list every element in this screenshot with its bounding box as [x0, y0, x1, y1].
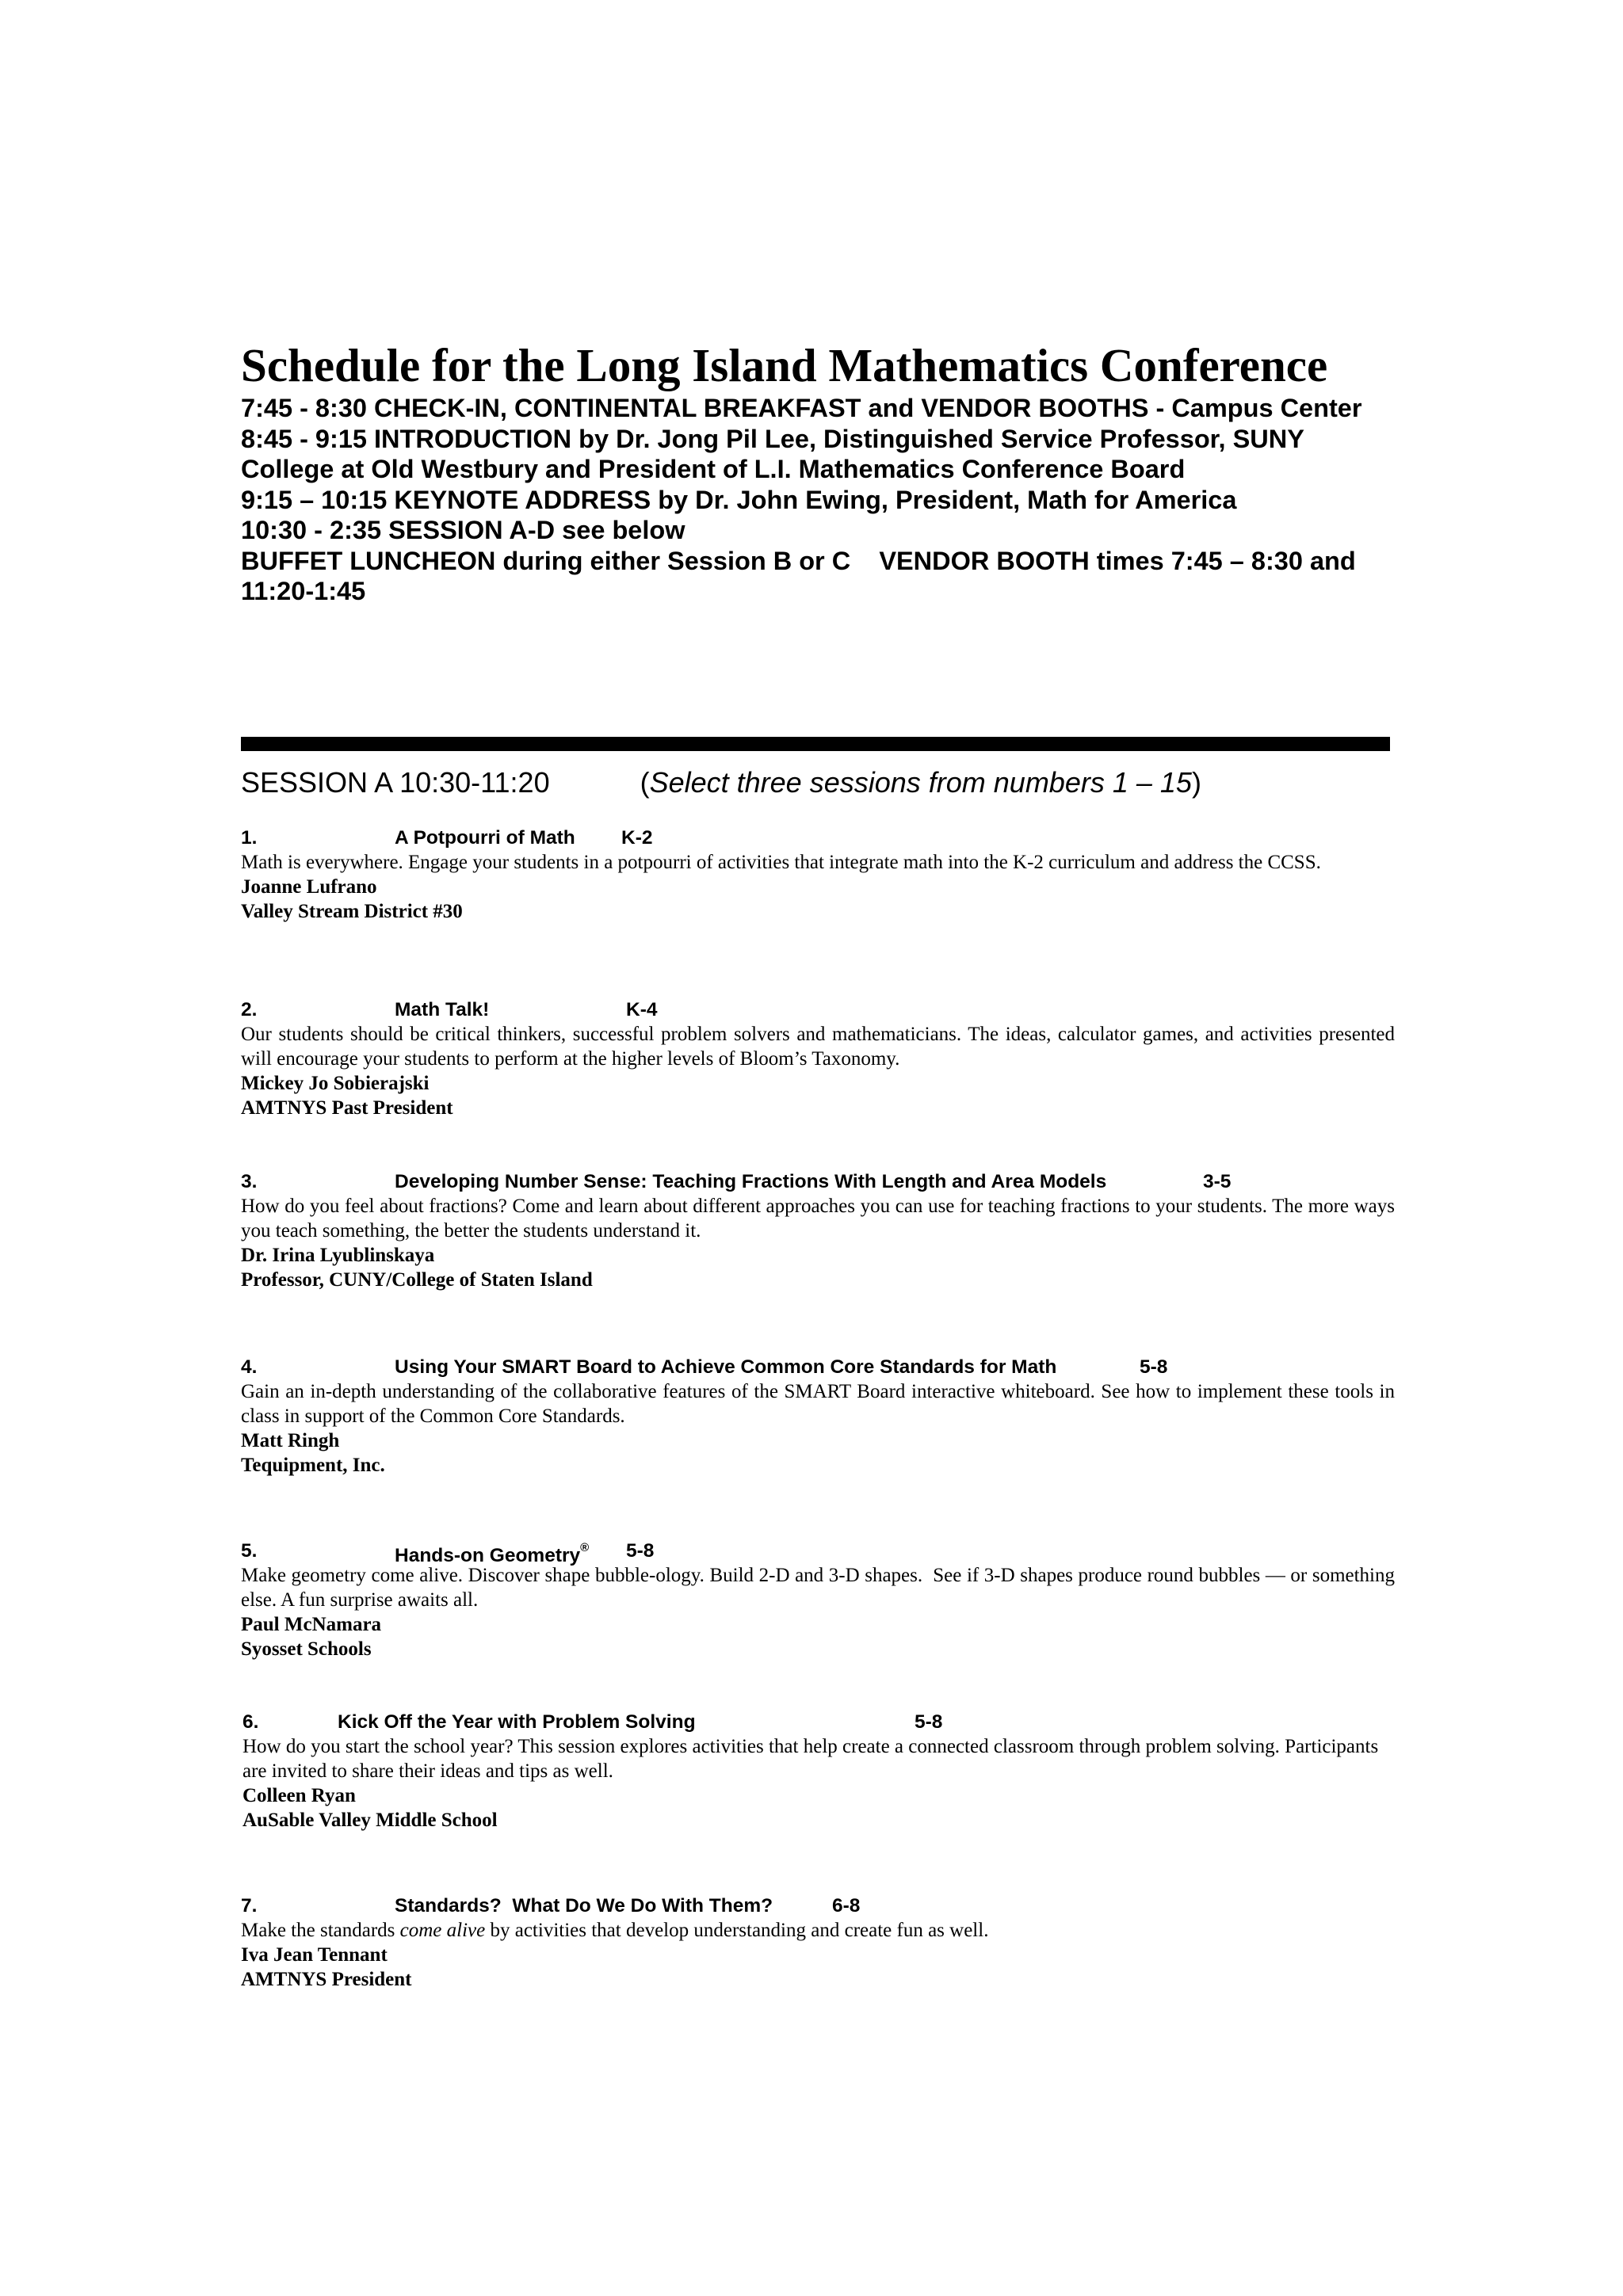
item-number: 4.	[241, 1356, 258, 1378]
item-grade: 5-8	[915, 1711, 943, 1733]
item-number: 2.	[241, 999, 258, 1020]
item-grade: K-4	[626, 999, 658, 1020]
item-affiliation: AMTNYS President	[241, 1969, 412, 1990]
schedule-line-checkin: 7:45 - 8:30 CHECK-IN, CONTINENTAL BREAKFAST and VENDOR BOOTHS - Campus Center	[241, 394, 1362, 422]
item-number: 5.	[241, 1540, 258, 1562]
schedule-line-sessions: 10:30 - 2:35 SESSION A-D see below	[241, 516, 685, 544]
schedule-overview	[241, 393, 1382, 607]
item-presenter: Matt Ringh	[241, 1430, 340, 1451]
session-item	[241, 1356, 1395, 1478]
schedule-line-luncheon: BUFFET LUNCHEON during either Session B or C VENDOR BOOTH times 7:45 – 8:30 and 11:20-1:45	[241, 546, 1356, 605]
session-item	[241, 826, 1395, 924]
session-heading	[241, 765, 1201, 800]
item-grade: 3-5	[1203, 1171, 1232, 1192]
session-note: (Select three sessions from numbers 1 – 15)	[640, 766, 1201, 799]
item-affiliation: Syosset Schools	[241, 1638, 372, 1660]
item-affiliation: Valley Stream District #30	[241, 901, 463, 922]
session-item	[241, 1711, 1395, 1833]
item-title: Kick Off the Year with Problem Solving	[338, 1711, 696, 1733]
item-affiliation: Tequipment, Inc.	[241, 1455, 385, 1476]
item-affiliation: AMTNYS Past President	[241, 1097, 453, 1119]
item-description: How do you feel about fractions? Come and learn about different approaches you can use for teaching fractions to your students. The more ways you teach something, the better the students understand it.	[241, 1196, 1395, 1241]
item-affiliation: Professor, CUNY/College of Staten Island	[241, 1269, 593, 1291]
item-presenter: Mickey Jo Sobierajski	[241, 1073, 430, 1094]
item-description: Gain an in-depth understanding of the collaborative features of the SMART Board interactive whiteboard. See how to implement these tools in class in support of the Common Core Standards.	[241, 1381, 1395, 1427]
session-item-header	[241, 998, 1395, 1022]
item-description: Our students should be critical thinkers, successful problem solvers and mathematicians. The ideas, calculator games, and activities presented will encourage your students to perform at the higher levels of Bloom’s Taxonomy.	[241, 1024, 1395, 1070]
item-affiliation: AuSable Valley Middle School	[242, 1810, 498, 1831]
item-number: 6.	[242, 1711, 259, 1733]
page-title: Schedule for the Long Island Mathematics Conference	[241, 339, 1328, 391]
session-item-header	[241, 1711, 1395, 1734]
item-grade: 5-8	[626, 1540, 655, 1562]
item-presenter: Dr. Irina Lyublinskaya	[241, 1245, 435, 1266]
registered-mark: ®	[580, 1541, 590, 1554]
item-description: How do you start the school year? This session explores activities that help create a connected classroom through problem solving. Participants are invited to share their ideas and tips as well.	[242, 1736, 1379, 1782]
session-item	[241, 1170, 1395, 1292]
session-label: SESSION A 10:30-11:20	[241, 766, 550, 799]
item-title: Math Talk!	[395, 999, 490, 1020]
schedule-line-introduction: 8:45 - 9:15 INTRODUCTION by Dr. Jong Pil Lee, Distinguished Service Professor, SUNY College at Old Westbury and President of L.I. Mathematics Conference Board	[241, 424, 1304, 483]
session-item-header	[241, 826, 1395, 850]
session-item-header	[241, 1894, 1395, 1918]
session-item	[241, 1894, 1395, 1992]
item-number: 7.	[241, 1895, 258, 1917]
item-number: 3.	[241, 1171, 258, 1192]
session-item	[241, 1539, 1395, 1661]
session-item-header	[241, 1356, 1395, 1379]
item-grade: 5-8	[1140, 1356, 1168, 1378]
item-title: Developing Number Sense: Teaching Fractions With Length and Area Models	[395, 1171, 1107, 1192]
item-title: Standards? What Do We Do With Them?	[395, 1895, 773, 1917]
session-item-header	[241, 1170, 1395, 1194]
item-presenter: Iva Jean Tennant	[241, 1944, 388, 1966]
item-presenter: Colleen Ryan	[242, 1785, 356, 1806]
item-title: Hands-on Geometry®	[395, 1541, 590, 1567]
item-description: Math is everywhere. Engage your students in a potpourri of activities that integrate math into the K-2 curriculum and address the CCSS.	[241, 852, 1321, 873]
schedule-line-keynote: 9:15 – 10:15 KEYNOTE ADDRESS by Dr. John Ewing, President, Math for America	[241, 485, 1237, 514]
item-presenter: Joanne Lufrano	[241, 876, 377, 898]
session-item-header	[241, 1539, 1395, 1567]
item-number: 1.	[241, 827, 258, 849]
item-grade: 6-8	[832, 1895, 861, 1917]
item-title: A Potpourri of Math	[395, 827, 575, 849]
session-item	[241, 998, 1395, 1120]
item-title: Using Your SMART Board to Achieve Common Core Standards for Math	[395, 1356, 1057, 1378]
item-grade: K-2	[621, 827, 653, 849]
item-description: Make the standards come alive by activities that develop understanding and create fun as well.	[241, 1920, 989, 1941]
item-description: Make geometry come alive. Discover shape bubble-ology. Build 2-D and 3-D shapes. See if 3-D shapes produce round bubbles — or something else. A fun surprise awaits all.	[241, 1565, 1395, 1611]
item-presenter: Paul McNamara	[241, 1614, 382, 1635]
section-divider	[241, 737, 1390, 751]
